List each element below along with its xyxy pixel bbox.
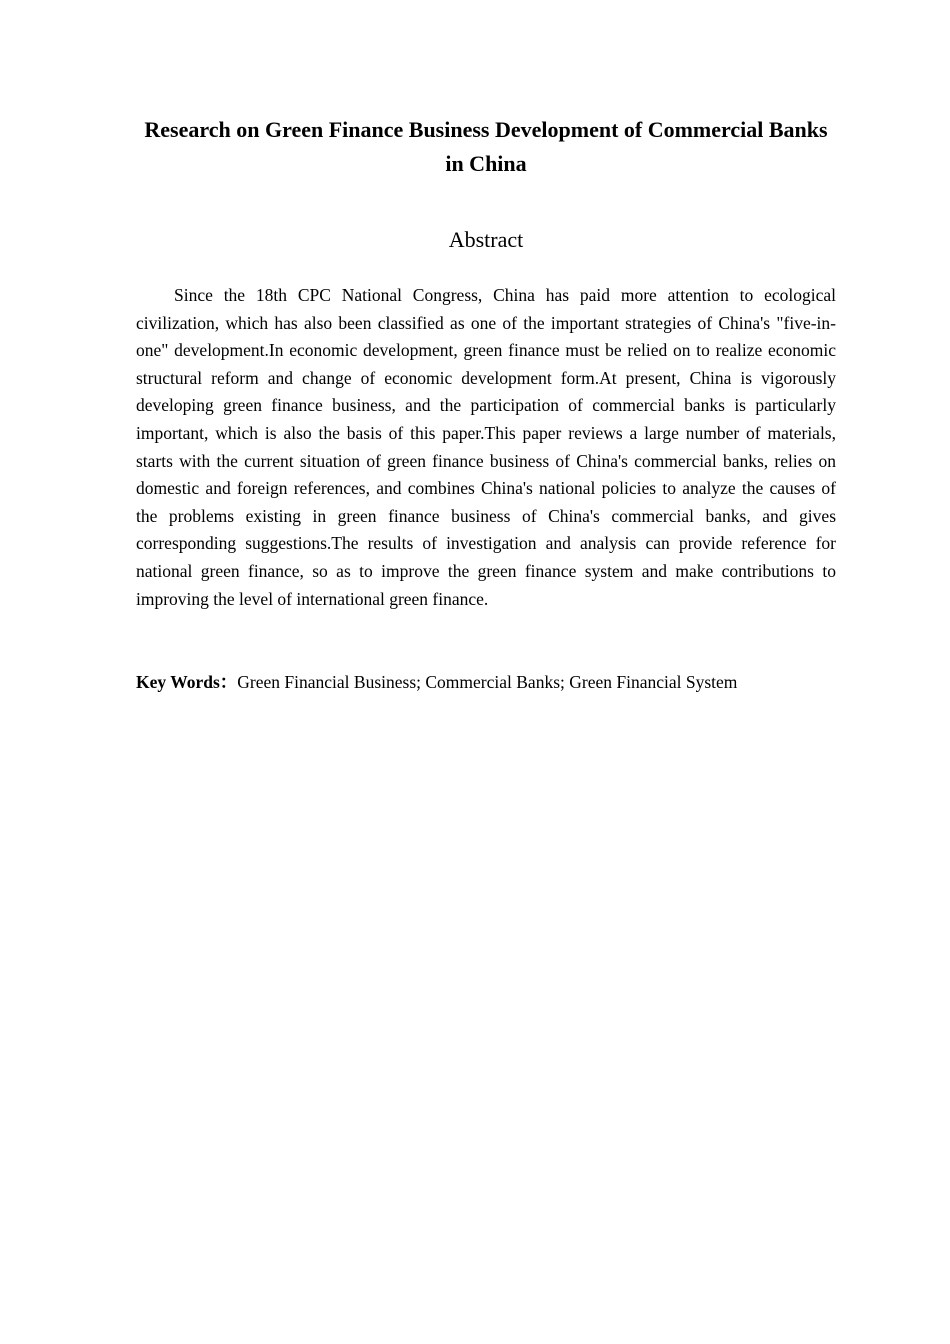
keywords-text: Green Financial Business; Commercial Banks; Green Financial System xyxy=(237,672,738,692)
keywords-label: Key Words： xyxy=(136,672,238,692)
keywords-line xyxy=(136,668,836,696)
abstract-paragraph: Since the 18th CPC National Congress, China has paid more attention to ecological civilization, which has also been classified as one of the important strategies of China's "five-in-one" development.In economic development, green finance must be relied on to realize economic structural reform and change of economic development form.At present, China is vigorously developing green finance business, and the participation of commercial banks is particularly important, which is also the basis of this paper.This paper reviews a large number of materials, starts with the current situation of green finance business of China's commercial banks, relies on domestic and foreign references, and combines China's national policies to analyze the causes of the problems existing in green finance business of China's commercial banks, and gives corresponding suggestions.The results of investigation and analysis can provide reference for national green finance, so as to improve the green finance system and make contributions to improving the level of international green finance. xyxy=(136,285,836,609)
abstract-heading: Abstract xyxy=(448,227,524,252)
paper-title: Research on Green Finance Business Development of Commercial Banks in China xyxy=(144,117,828,176)
